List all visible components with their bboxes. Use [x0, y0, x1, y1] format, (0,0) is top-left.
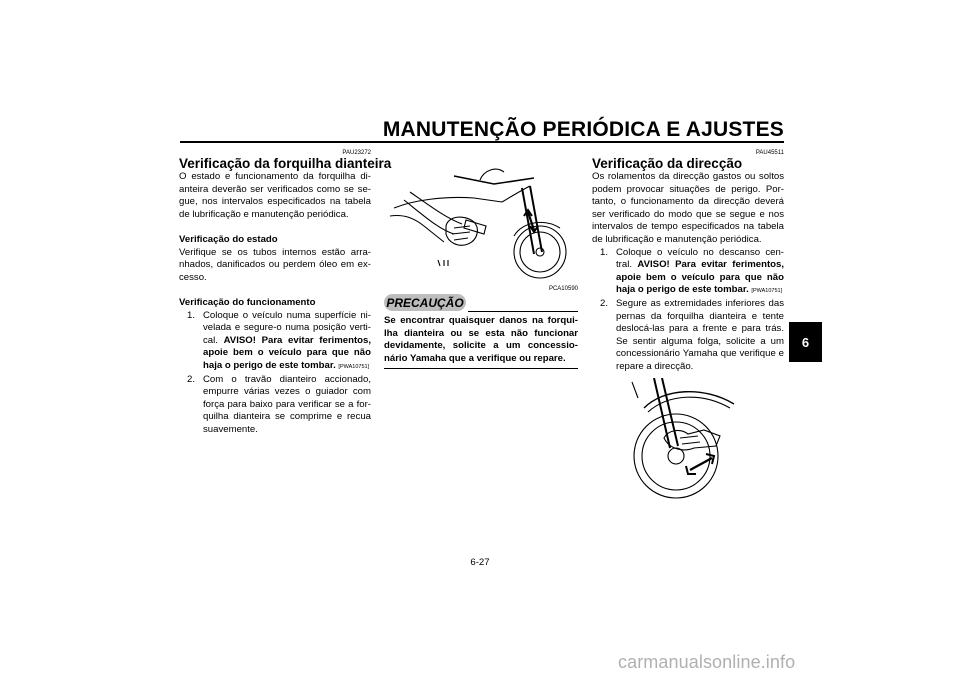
caution-top-rule — [468, 311, 578, 312]
section-heading: Verificação da forquilha dianteira — [179, 156, 392, 171]
section-code: PAU45511 — [755, 150, 784, 156]
section-heading: Verificação da direcção — [592, 156, 743, 171]
title-rule — [180, 141, 784, 143]
caution-text: Se encontrar quaisquer danos na forqui-lha dianteira ou se esta não funcionar devidamente, solicite a um concessio-nário Yamaha que a verifique ou repare. — [384, 315, 578, 364]
caution-code: PCA10590 — [548, 286, 578, 292]
caution-badge: PRECAUÇÃO — [384, 294, 466, 311]
step-number: 1. — [187, 309, 196, 321]
warning-text: AVISO! Para evitar ferimentos, apoie bem o veículo para que não haja o perigo de este tombar. — [203, 334, 371, 371]
section-intro: Os rolamentos da direcção gastos ou soltos podem provocar situações de perigo. Por-tanto, o funcionamento da direcção deverá ser verificado do modo que se segue e nos intervalos de tempo especificados na tabela de lubrificação e manutenção periódica. — [592, 171, 784, 245]
list-item — [187, 374, 371, 437]
chapter-tab: 6 — [789, 322, 822, 362]
section-intro: O estado e funcionamento da forquilha di-anteira deverão ser verificados como se se-gue, nos intervalos especificados na tabela de lubrificação e manutenção periódica. — [179, 171, 371, 220]
steering-check-illustration — [624, 378, 744, 502]
step-text: Coloque o veículo numa superfície ni-velada e segure-o numa posição verti-cal. — [203, 309, 371, 346]
fork-check-illustration — [384, 156, 580, 284]
warning-ref: [PWA10751] — [338, 363, 370, 370]
step-text: Coloque o veículo no descanso cen-tral. — [616, 246, 784, 271]
warning-ref: [PWA10751] — [751, 288, 783, 295]
step-text: Segure as extremidades inferiores das pernas da forquilha dianteira e tente deslocá-las para a frente e para trás. Se sentir alguma folga, solicite a um concessionário Yamaha que verifique e repare a direcção. — [616, 297, 784, 372]
left-column — [179, 150, 392, 436]
right-column — [592, 150, 784, 374]
watermark: carmanualsonline.info — [618, 652, 796, 672]
step-number: 1. — [600, 246, 609, 258]
step-number: 2. — [187, 373, 196, 385]
caution-bottom-rule — [384, 368, 578, 369]
step-text: Com o travão dianteiro accionado, empurre várias vezes o guiador com força para baixo para verificar se a for-quilha dianteira se comprime e recua suavemente. — [203, 373, 371, 435]
section-code: PAU23272 — [342, 150, 371, 156]
subheading-operation: Verificação do funcionamento — [179, 296, 316, 308]
page-number: 6-27 — [470, 557, 490, 568]
page-title: MANUTENÇÃO PERIÓDICA E AJUSTES — [382, 118, 784, 141]
step-number: 2. — [600, 297, 609, 309]
state-text: Verifique se os tubos internos estão arra-nhados, danificados ou perdem óleo em ex-cesso. — [179, 246, 371, 283]
subheading-state: Verificação do estado — [179, 233, 278, 245]
list-item — [600, 247, 784, 298]
list-item — [600, 298, 784, 374]
warning-text: AVISO! Para evitar ferimentos, apoie bem o veículo para que não haja o perigo de este tombar. — [616, 259, 784, 296]
list-item — [187, 310, 371, 374]
